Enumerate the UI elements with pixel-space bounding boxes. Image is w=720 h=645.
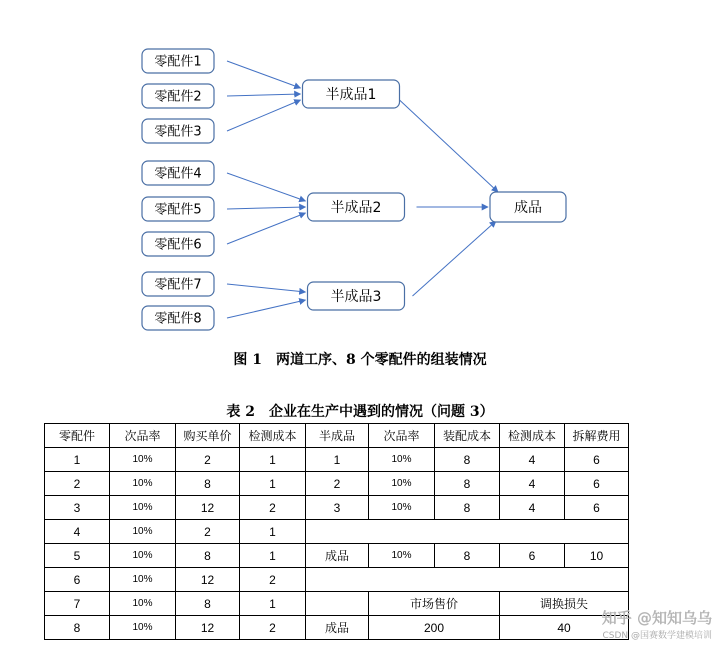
- exchange-loss-header-cell: 调换损失: [500, 592, 629, 616]
- unit-price-cell: 2: [176, 448, 240, 472]
- table-row: [45, 568, 629, 592]
- unit-price-cell: 12: [176, 496, 240, 520]
- part-id-cell: 7: [45, 592, 110, 616]
- unit-price-cell: 2: [176, 520, 240, 544]
- nodes: [142, 49, 566, 330]
- part-node-6: [142, 232, 214, 256]
- edge-part5-to-semi2: [227, 207, 306, 209]
- part-node-7: [142, 272, 214, 296]
- semi-defect-rate-cell: 10%: [369, 472, 435, 496]
- defect-rate-cell: 10%: [110, 544, 176, 568]
- semi-node-1-label: 半成品1: [325, 87, 377, 104]
- defect-rate-cell: 10%: [110, 568, 176, 592]
- semi-node-1: [303, 80, 400, 108]
- semi-node-3-label: 半成品3: [330, 289, 382, 306]
- part-node-8: [142, 306, 214, 330]
- defect-rate-cell: 10%: [110, 496, 176, 520]
- table-row: [45, 472, 629, 496]
- inspect-cost-cell: 1: [240, 448, 306, 472]
- defect-rate-cell: 10%: [110, 472, 176, 496]
- assembly-cost-cell: 8: [435, 496, 500, 520]
- semi-node-2-label: 半成品2: [330, 200, 382, 217]
- edge-semi3-to-product: [413, 221, 497, 296]
- defect-rate-cell: 10%: [110, 520, 176, 544]
- table-row: [45, 520, 629, 544]
- semi-inspect-cost-cell: 4: [500, 448, 565, 472]
- part-node-5: [142, 197, 214, 221]
- semi-inspect-cost-cell: 4: [500, 472, 565, 496]
- edge-part4-to-semi2: [227, 173, 306, 201]
- defect-rate-cell: 10%: [110, 592, 176, 616]
- data-table: [44, 423, 629, 640]
- edge-part3-to-semi1: [227, 100, 301, 131]
- table-caption: 表 2 企业在生产中遇到的情况（问题 3）: [226, 404, 494, 420]
- edge-part8-to-semi3: [227, 300, 306, 318]
- product-label-cell: 成品: [306, 544, 369, 568]
- inspect-cost-cell: 1: [240, 592, 306, 616]
- final-product-label-cell: 成品: [306, 616, 369, 640]
- inspect-cost-cell: 1: [240, 544, 306, 568]
- header-cell: 次品率: [110, 424, 176, 448]
- disassembly-cost-cell: 6: [565, 472, 629, 496]
- header-cell: 装配成本: [435, 424, 500, 448]
- semi-node-3: [308, 282, 405, 310]
- part-node-6-label: 零配件6: [154, 237, 202, 253]
- unit-price-cell: 8: [176, 472, 240, 496]
- disassembly-cost-cell: 6: [565, 496, 629, 520]
- header-cell: 次品率: [369, 424, 435, 448]
- semi-id-cell: 1: [306, 448, 369, 472]
- part-id-cell: 2: [45, 472, 110, 496]
- product-inspect-cost-cell: 6: [500, 544, 565, 568]
- figure-caption: 图 1 两道工序、8 个零配件的组装情况: [233, 352, 487, 368]
- part-node-7-label: 零配件7: [154, 277, 202, 293]
- header-cell: 购买单价: [176, 424, 240, 448]
- product-node: [490, 192, 566, 222]
- defect-rate-cell: 10%: [110, 448, 176, 472]
- empty-cell: [306, 568, 629, 592]
- semi-node-2: [308, 193, 405, 221]
- part-id-cell: 1: [45, 448, 110, 472]
- inspect-cost-cell: 2: [240, 616, 306, 640]
- header-cell: 拆解费用: [565, 424, 629, 448]
- part-node-4-label: 零配件4: [154, 166, 202, 182]
- part-id-cell: 8: [45, 616, 110, 640]
- table-row: [45, 496, 629, 520]
- assembly-cost-cell: 8: [435, 472, 500, 496]
- unit-price-cell: 12: [176, 616, 240, 640]
- part-id-cell: 3: [45, 496, 110, 520]
- part-id-cell: 6: [45, 568, 110, 592]
- part-node-3-label: 零配件3: [154, 124, 202, 140]
- watermark-main: 知乎 @知知乌乌: [601, 609, 712, 627]
- edge-part6-to-semi2: [227, 213, 306, 244]
- exchange-loss-cell: 40: [500, 616, 629, 640]
- semi-inspect-cost-cell: 4: [500, 496, 565, 520]
- part-node-8-label: 零配件8: [154, 311, 202, 327]
- assembly-cost-cell: 8: [435, 448, 500, 472]
- market-price-cell: 200: [369, 616, 500, 640]
- semi-id-cell: 3: [306, 496, 369, 520]
- part-id-cell: 5: [45, 544, 110, 568]
- part-node-3: [142, 119, 214, 143]
- header-cell: 半成品: [306, 424, 369, 448]
- header-cell: 零配件: [45, 424, 110, 448]
- semi-defect-rate-cell: 10%: [369, 496, 435, 520]
- market-price-header-cell: 市场售价: [369, 592, 500, 616]
- unit-price-cell: 8: [176, 544, 240, 568]
- defect-rate-cell: 10%: [110, 616, 176, 640]
- table-row: [45, 544, 629, 568]
- product-defect-rate-cell: 10%: [369, 544, 435, 568]
- semi-defect-rate-cell: 10%: [369, 448, 435, 472]
- watermark-sub: CSDN @国赛数学建模培训: [602, 631, 712, 641]
- empty-cell: [306, 592, 369, 616]
- part-node-2: [142, 84, 214, 108]
- inspect-cost-cell: 2: [240, 496, 306, 520]
- part-node-4: [142, 161, 214, 185]
- table-row: [45, 592, 629, 616]
- part-node-5-label: 零配件5: [154, 202, 202, 218]
- inspect-cost-cell: 2: [240, 568, 306, 592]
- empty-cell: [306, 520, 629, 544]
- unit-price-cell: 12: [176, 568, 240, 592]
- watermark: [602, 607, 712, 641]
- product-node-label: 成品: [514, 200, 542, 217]
- edge-semi1-to-product: [400, 100, 499, 192]
- semi-id-cell: 2: [306, 472, 369, 496]
- edge-part1-to-semi1: [227, 61, 301, 88]
- product-disassembly-cost-cell: 10: [565, 544, 629, 568]
- product-assembly-cost-cell: 8: [435, 544, 500, 568]
- unit-price-cell: 8: [176, 592, 240, 616]
- edge-part2-to-semi1: [227, 94, 301, 96]
- table-row: [45, 616, 629, 640]
- part-node-2-label: 零配件2: [154, 89, 202, 105]
- part-node-1-label: 零配件1: [154, 54, 202, 70]
- part-node-1: [142, 49, 214, 73]
- table-header-row: [45, 424, 629, 448]
- inspect-cost-cell: 1: [240, 472, 306, 496]
- inspect-cost-cell: 1: [240, 520, 306, 544]
- header-cell: 检测成本: [500, 424, 565, 448]
- table-row: [45, 448, 629, 472]
- disassembly-cost-cell: 6: [565, 448, 629, 472]
- edge-part7-to-semi3: [227, 284, 306, 292]
- part-id-cell: 4: [45, 520, 110, 544]
- header-cell: 检测成本: [240, 424, 306, 448]
